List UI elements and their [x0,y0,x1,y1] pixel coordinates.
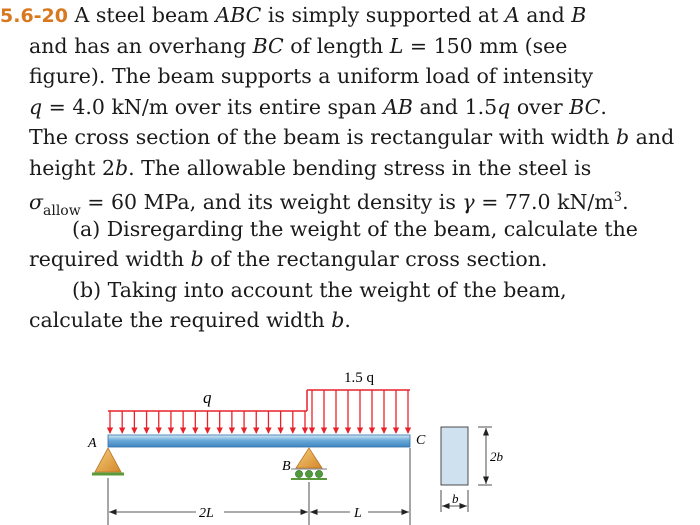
problem-line-6: height 2b. The allowable bending stress in the steel is [29,155,592,180]
cs-label-b: b [452,491,459,506]
support-a-pin [92,448,124,474]
problem-line-1: 5.6-20 A steel beam ABC is simply supported at A and B [0,3,587,27]
dim-label-2l: 2L [199,506,214,521]
problem-part-a: (a) Disregarding the weight of the beam, calculate the [72,216,638,241]
problem-line-5: The cross section of the beam is rectangular with width b and [29,125,675,149]
support-b-roller [291,448,327,479]
roller-wheel [295,470,302,477]
cs-label-2b: 2b [490,449,503,464]
label-point-b: B [282,459,291,474]
cross-section [441,427,504,512]
dim-label-l: L [354,506,362,521]
beam [108,435,410,447]
problem-line-2: and has an overhang BC of length L = 150 mm (see [29,33,568,58]
distributed-load-q [108,411,307,433]
label-q: q [203,388,212,407]
cross-section-rect [441,427,468,485]
roller-wheel [305,470,312,477]
load-1-5q-arrows [312,390,408,433]
problem-number: 5.6-20 [0,5,68,27]
label-point-c: C [416,433,426,448]
label-1-5q: 1.5 q [344,370,374,386]
support-b-triangle [296,448,322,468]
load-q-arrows [110,411,305,433]
problem-line-11: calculate the required width b. [29,308,351,332]
roller-wheel [315,470,322,477]
label-point-a: A [88,436,97,451]
problem-line-9: required width b of the rectangular cross section. [29,247,548,271]
dimension-lines [108,448,410,525]
problem-line-3: figure). The beam supports a uniform load of intensity [29,64,594,88]
distributed-load-1-5q [307,390,410,433]
problem-part-b: (b) Taking into account the weight of the beam, [72,277,567,302]
problem-line-7: $\sigma_{allow} = 60$ MPa, and its weight density is γ = 77.0 $kN/m^3$. [29,190,629,219]
problem-line-4: q = 4.0 kN/m over its entire span AB and 1.5q over BC. [29,94,607,119]
support-a-triangle [95,448,121,472]
